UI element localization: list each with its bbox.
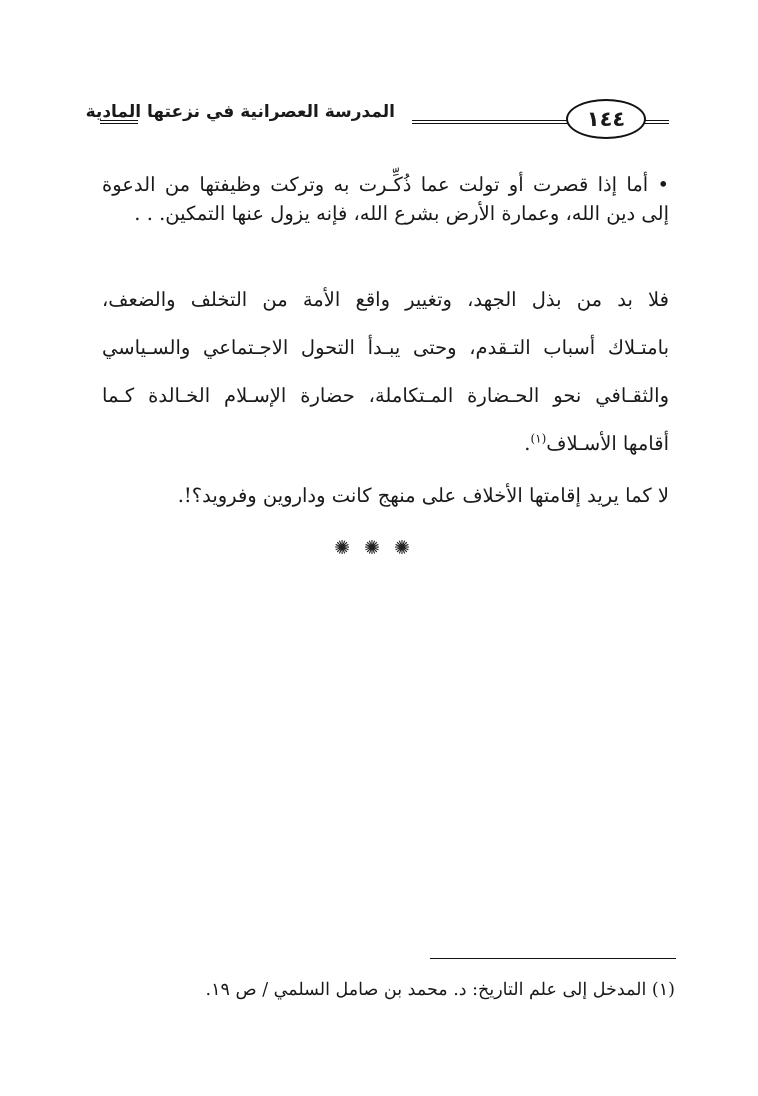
paragraph-2-line-1: فلا بد من بذل الجهد، وتغيير واقع الأمة من التخلف والضعف، (102, 288, 669, 311)
section-separator-ornament: ✺✺✺ (334, 537, 424, 559)
page-number: ١٤٤ (566, 99, 646, 139)
paragraph-2 (102, 276, 669, 468)
footnote-reference: (١) (530, 431, 547, 446)
paragraph-2-last-text: أقامها الأسـلاف (546, 432, 669, 455)
paragraph-2-line-3: والثقـافي نحو الحـضارة المـتكاملة، حضارة الإسـلام الخـالدة كـما (102, 384, 669, 407)
paragraph-3 (102, 478, 669, 514)
paragraph-2-end-mark: . (524, 432, 531, 455)
paragraph-1-line-2: إلى دين الله، وعمارة الأرض بشرع الله، فإنه يزول عنها التمكين. . . (134, 202, 669, 225)
header-rule-middle (412, 120, 568, 124)
paragraph-1 (102, 170, 669, 228)
paragraph-2-line-4 (102, 420, 669, 468)
paragraph-1-line-1: • أما إذا قصرت أو تولت عما ذُكِّـرت به وتركت وظيفتها من الدعوة (102, 173, 669, 196)
paragraph-2-line-2: بامتـلاك أسباب التـقدم، وحتى يبـدأ التحول الاجـتماعي والسـياسي (102, 336, 669, 359)
running-title: المدرسة العصرانية في نزعتها المادية (85, 102, 395, 122)
footnote-divider (430, 958, 676, 959)
running-header (0, 96, 758, 140)
header-rule-right (644, 120, 669, 124)
footnote: (١) المدخل إلى علم التاريخ: د. محمد بن صامل السلمي / ص ١٩. (205, 980, 675, 1000)
paragraph-3-line-1: لا كما يريد إقامتها الأخلاف على منهج كانت وداروين وفرويد؟!. (177, 484, 669, 507)
